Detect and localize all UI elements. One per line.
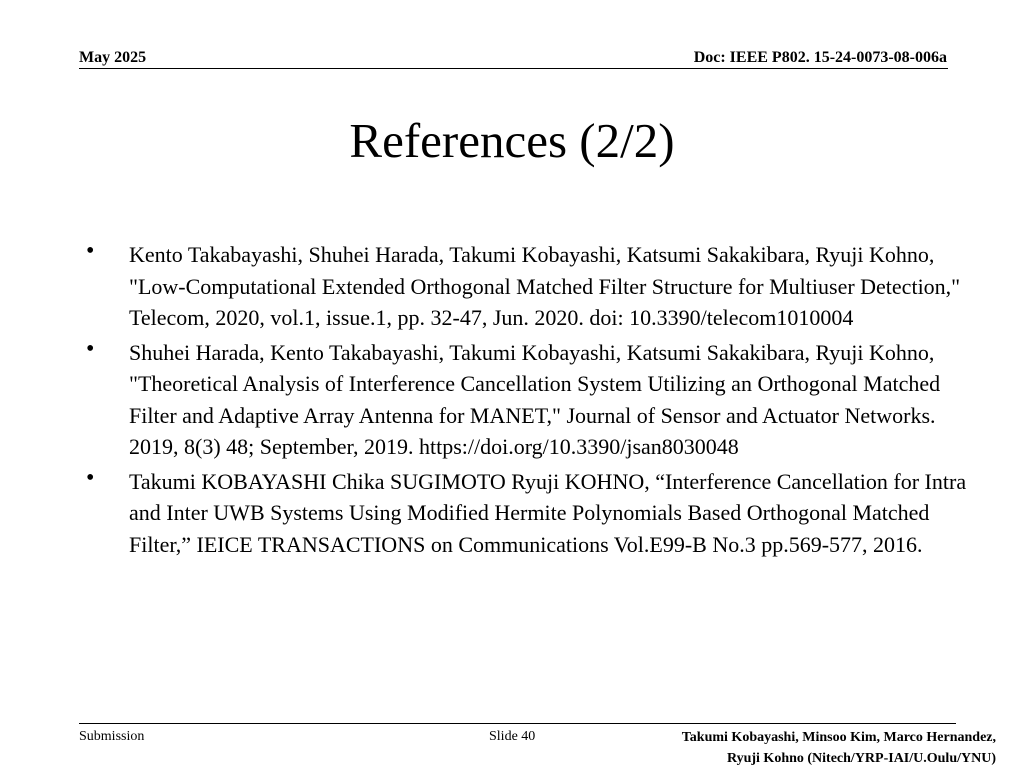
bullet-icon: • — [86, 335, 95, 362]
header-date: May 2025 — [79, 49, 147, 66]
header-doc-id: Doc: IEEE P802. 15-24-0073-08-006a — [693, 49, 947, 66]
reference-text-2: Shuhei Harada, Kento Takabayashi, Takumi Kobayashi, Katsumi Sakakibara, Ryuji Kohno, "Theoretical Analysis of Interference Cancellation System Utilizing an Orthogonal Matched Filter and Adaptive Array Antenna for MANET," Journal of Sensor and Actuator Networks. 2019, 8(3) 48; September, 2019. https://doi.org/10.3390/jsan8030048 — [129, 339, 941, 459]
bullet-icon: • — [86, 464, 95, 491]
footer-authors-line-2: Ryuji Kohno (Nitech/YRP-IAI/U.Oulu/YNU) — [726, 751, 996, 766]
reference-item-2 — [80, 337, 980, 463]
reference-text-3: Takumi KOBAYASHI Chika SUGIMOTO Ryuji KOHNO, “Interference Cancellation for Intra and Inter UWB Systems Using Modified Hermite Polynomials Based Orthogonal Matched Filter,” IEICE TRANSACTIONS on Communications Vol.E99-B No.3 pp.569-577, 2016. — [129, 468, 967, 557]
reference-text-1: Kento Takabayashi, Shuhei Harada, Takumi Kobayashi, Katsumi Sakakibara, Ryuji Kohno, "Low-Computational Extended Orthogonal Matched Filter Structure for Multiuser Detection," Telecom, 2020, vol.1, issue.1, pp. 32-47, Jun. 2020. doi: 10.3390/telecom1010004 — [129, 242, 961, 330]
reference-item-3 — [80, 466, 980, 561]
footer-authors — [576, 727, 996, 769]
header-divider — [79, 68, 948, 69]
bullet-icon: • — [86, 238, 95, 264]
footer-submission-label: Submission — [79, 729, 145, 744]
footer-authors-line-1: Takumi Kobayashi, Minsoo Kim, Marco Hernandez, — [681, 730, 996, 745]
reference-list — [80, 239, 980, 563]
footer-divider — [79, 723, 956, 724]
slide-number: Slide 40 — [489, 729, 536, 744]
slide-title: References (2/2) — [349, 113, 675, 168]
reference-item-1 — [80, 239, 980, 334]
